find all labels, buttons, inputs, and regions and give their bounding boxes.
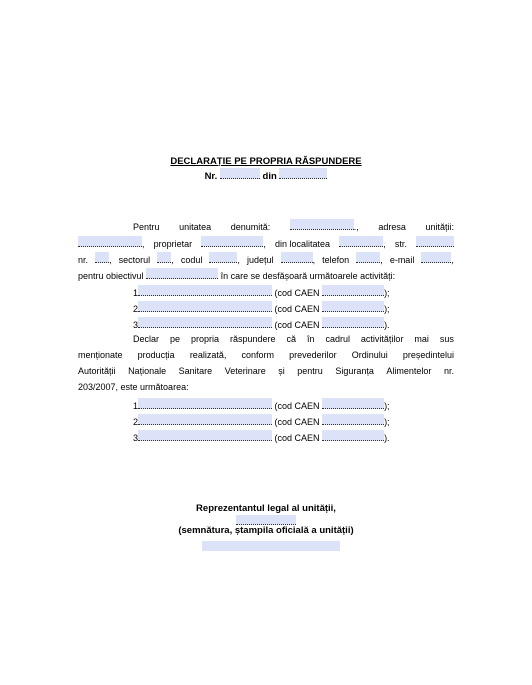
caen-label: (cod CAEN [274, 433, 320, 443]
item-number: 2 [133, 417, 139, 427]
text-word: că [286, 334, 296, 344]
text-word: propria [190, 334, 219, 344]
caen-field-1[interactable] [322, 285, 384, 296]
production-item-3 [133, 430, 390, 443]
text-word: sectorul [118, 255, 151, 265]
text-word: răspundere [229, 334, 276, 344]
phone-field[interactable] [356, 252, 380, 263]
activity-item-2 [133, 301, 390, 314]
street-number-field[interactable] [95, 252, 109, 263]
locality-field[interactable] [339, 236, 383, 247]
document-title: DECLARAȚIE PE PROPRIA RĂSPUNDERE [170, 156, 362, 167]
text-word: județul [246, 255, 274, 265]
text-word: unitatea [179, 222, 212, 232]
production-caen-field-3[interactable] [322, 430, 384, 441]
item-end: ). [384, 433, 390, 443]
date-field[interactable] [279, 168, 327, 179]
text-word: Sanitare [178, 366, 213, 376]
text-word: Autorității [78, 366, 116, 376]
din-label: din [262, 171, 277, 182]
activity-field-3[interactable] [138, 317, 272, 328]
production-field-3[interactable] [138, 430, 272, 441]
text-word: nr. [78, 255, 89, 265]
para2-line3 [78, 366, 454, 376]
production-field-1[interactable] [138, 398, 272, 409]
text-word: pentru obiectivul [78, 271, 144, 281]
para2-line1 [78, 334, 454, 344]
number-field[interactable] [220, 168, 260, 179]
text-word: nr. [443, 366, 454, 376]
production-item-1 [133, 398, 390, 411]
activity-item-3 [133, 317, 390, 330]
item-end: ); [384, 417, 390, 427]
production-item-2 [133, 414, 390, 427]
unit-name-field[interactable] [290, 219, 354, 230]
item-number: 1 [133, 401, 139, 411]
text-word: activităților [360, 334, 404, 344]
text-word: Declar [133, 334, 160, 344]
production-caen-field-1[interactable] [322, 398, 384, 409]
item-number: 3 [133, 320, 139, 330]
text-word: Ordinului [351, 350, 388, 360]
text-word: realizată, [189, 350, 227, 360]
document-number-line [0, 168, 532, 182]
text-word: telefon [322, 255, 350, 265]
caen-label: (cod CAEN [274, 320, 320, 330]
activity-item-1 [133, 285, 390, 298]
caen-label: (cod CAEN [274, 417, 320, 427]
text-word: Pentru [133, 222, 160, 232]
para2-line4: 203/2007, este următoarea: [78, 382, 189, 392]
text-word: pentru [297, 366, 323, 376]
owner-field[interactable] [201, 236, 263, 247]
signature-title: Reprezentantul legal al unității, [196, 503, 336, 514]
text-word: Siguranța [335, 366, 374, 376]
caen-label: (cod CAEN [274, 304, 320, 314]
text-word: e-mail [389, 255, 415, 265]
signature-subtitle: (semnătura, ștampila oficială a unității) [178, 525, 354, 536]
para1-line1: Pentru unitatea denumită: ., adresa unității: [78, 219, 454, 232]
item-number: 3 [133, 433, 139, 443]
signature-stamp-field[interactable] [202, 541, 340, 551]
text-word: din localitatea [274, 239, 331, 249]
text-word: codul [180, 255, 203, 265]
caen-label: (cod CAEN [274, 401, 320, 411]
text-word: conform [241, 350, 274, 360]
para2-line2 [78, 350, 454, 360]
activity-field-2[interactable] [138, 301, 272, 312]
item-number: 1 [133, 288, 139, 298]
text-word: proprietar [153, 239, 193, 249]
text-word: Naționale [128, 366, 167, 376]
nr-label: Nr. [204, 171, 218, 182]
text-word: și [278, 366, 285, 376]
item-end: ). [384, 320, 390, 330]
text-word: în [306, 334, 315, 344]
para1-line2: , proprietar , din localitatea , str. [78, 236, 454, 249]
para1-line4 [78, 268, 454, 281]
address-field[interactable] [78, 236, 142, 247]
postal-code-field[interactable] [209, 252, 237, 263]
caen-field-3[interactable] [322, 317, 384, 328]
text-word: menționate [78, 350, 123, 360]
production-field-2[interactable] [138, 414, 272, 425]
text-word: producția [137, 350, 175, 360]
text-word: str. [394, 239, 407, 249]
item-end: ); [384, 401, 390, 411]
county-field[interactable] [281, 252, 313, 263]
text-word: prevederilor [289, 350, 337, 360]
text-word: pe [169, 334, 180, 344]
para1-line3: nr. , sectorul , codul , județul , telefon , e-mail , [78, 252, 454, 265]
email-field[interactable] [421, 252, 451, 263]
objective-field[interactable] [146, 268, 218, 279]
sector-field[interactable] [157, 252, 171, 263]
text-word: Alimentelor [386, 366, 432, 376]
item-end: ); [384, 304, 390, 314]
text-word: unității: [425, 222, 454, 232]
representative-name-field[interactable] [236, 515, 296, 525]
text-word: cadrul [325, 334, 350, 344]
text-word: președintelui [402, 350, 454, 360]
production-caen-field-2[interactable] [322, 414, 384, 425]
text-word: Veterinare [224, 366, 266, 376]
caen-label: (cod CAEN [274, 288, 320, 298]
text-word: denumită: [230, 222, 271, 232]
text-word: în care se desfășoară următoarele activități: [220, 271, 396, 281]
item-end: ); [384, 288, 390, 298]
text-word: mai [414, 334, 429, 344]
item-number: 2 [133, 304, 139, 314]
text-word: adresa [378, 222, 406, 232]
caen-field-2[interactable] [322, 301, 384, 312]
street-field[interactable] [416, 236, 454, 247]
activity-field-1[interactable] [138, 285, 272, 296]
text-word: sus [439, 334, 454, 344]
